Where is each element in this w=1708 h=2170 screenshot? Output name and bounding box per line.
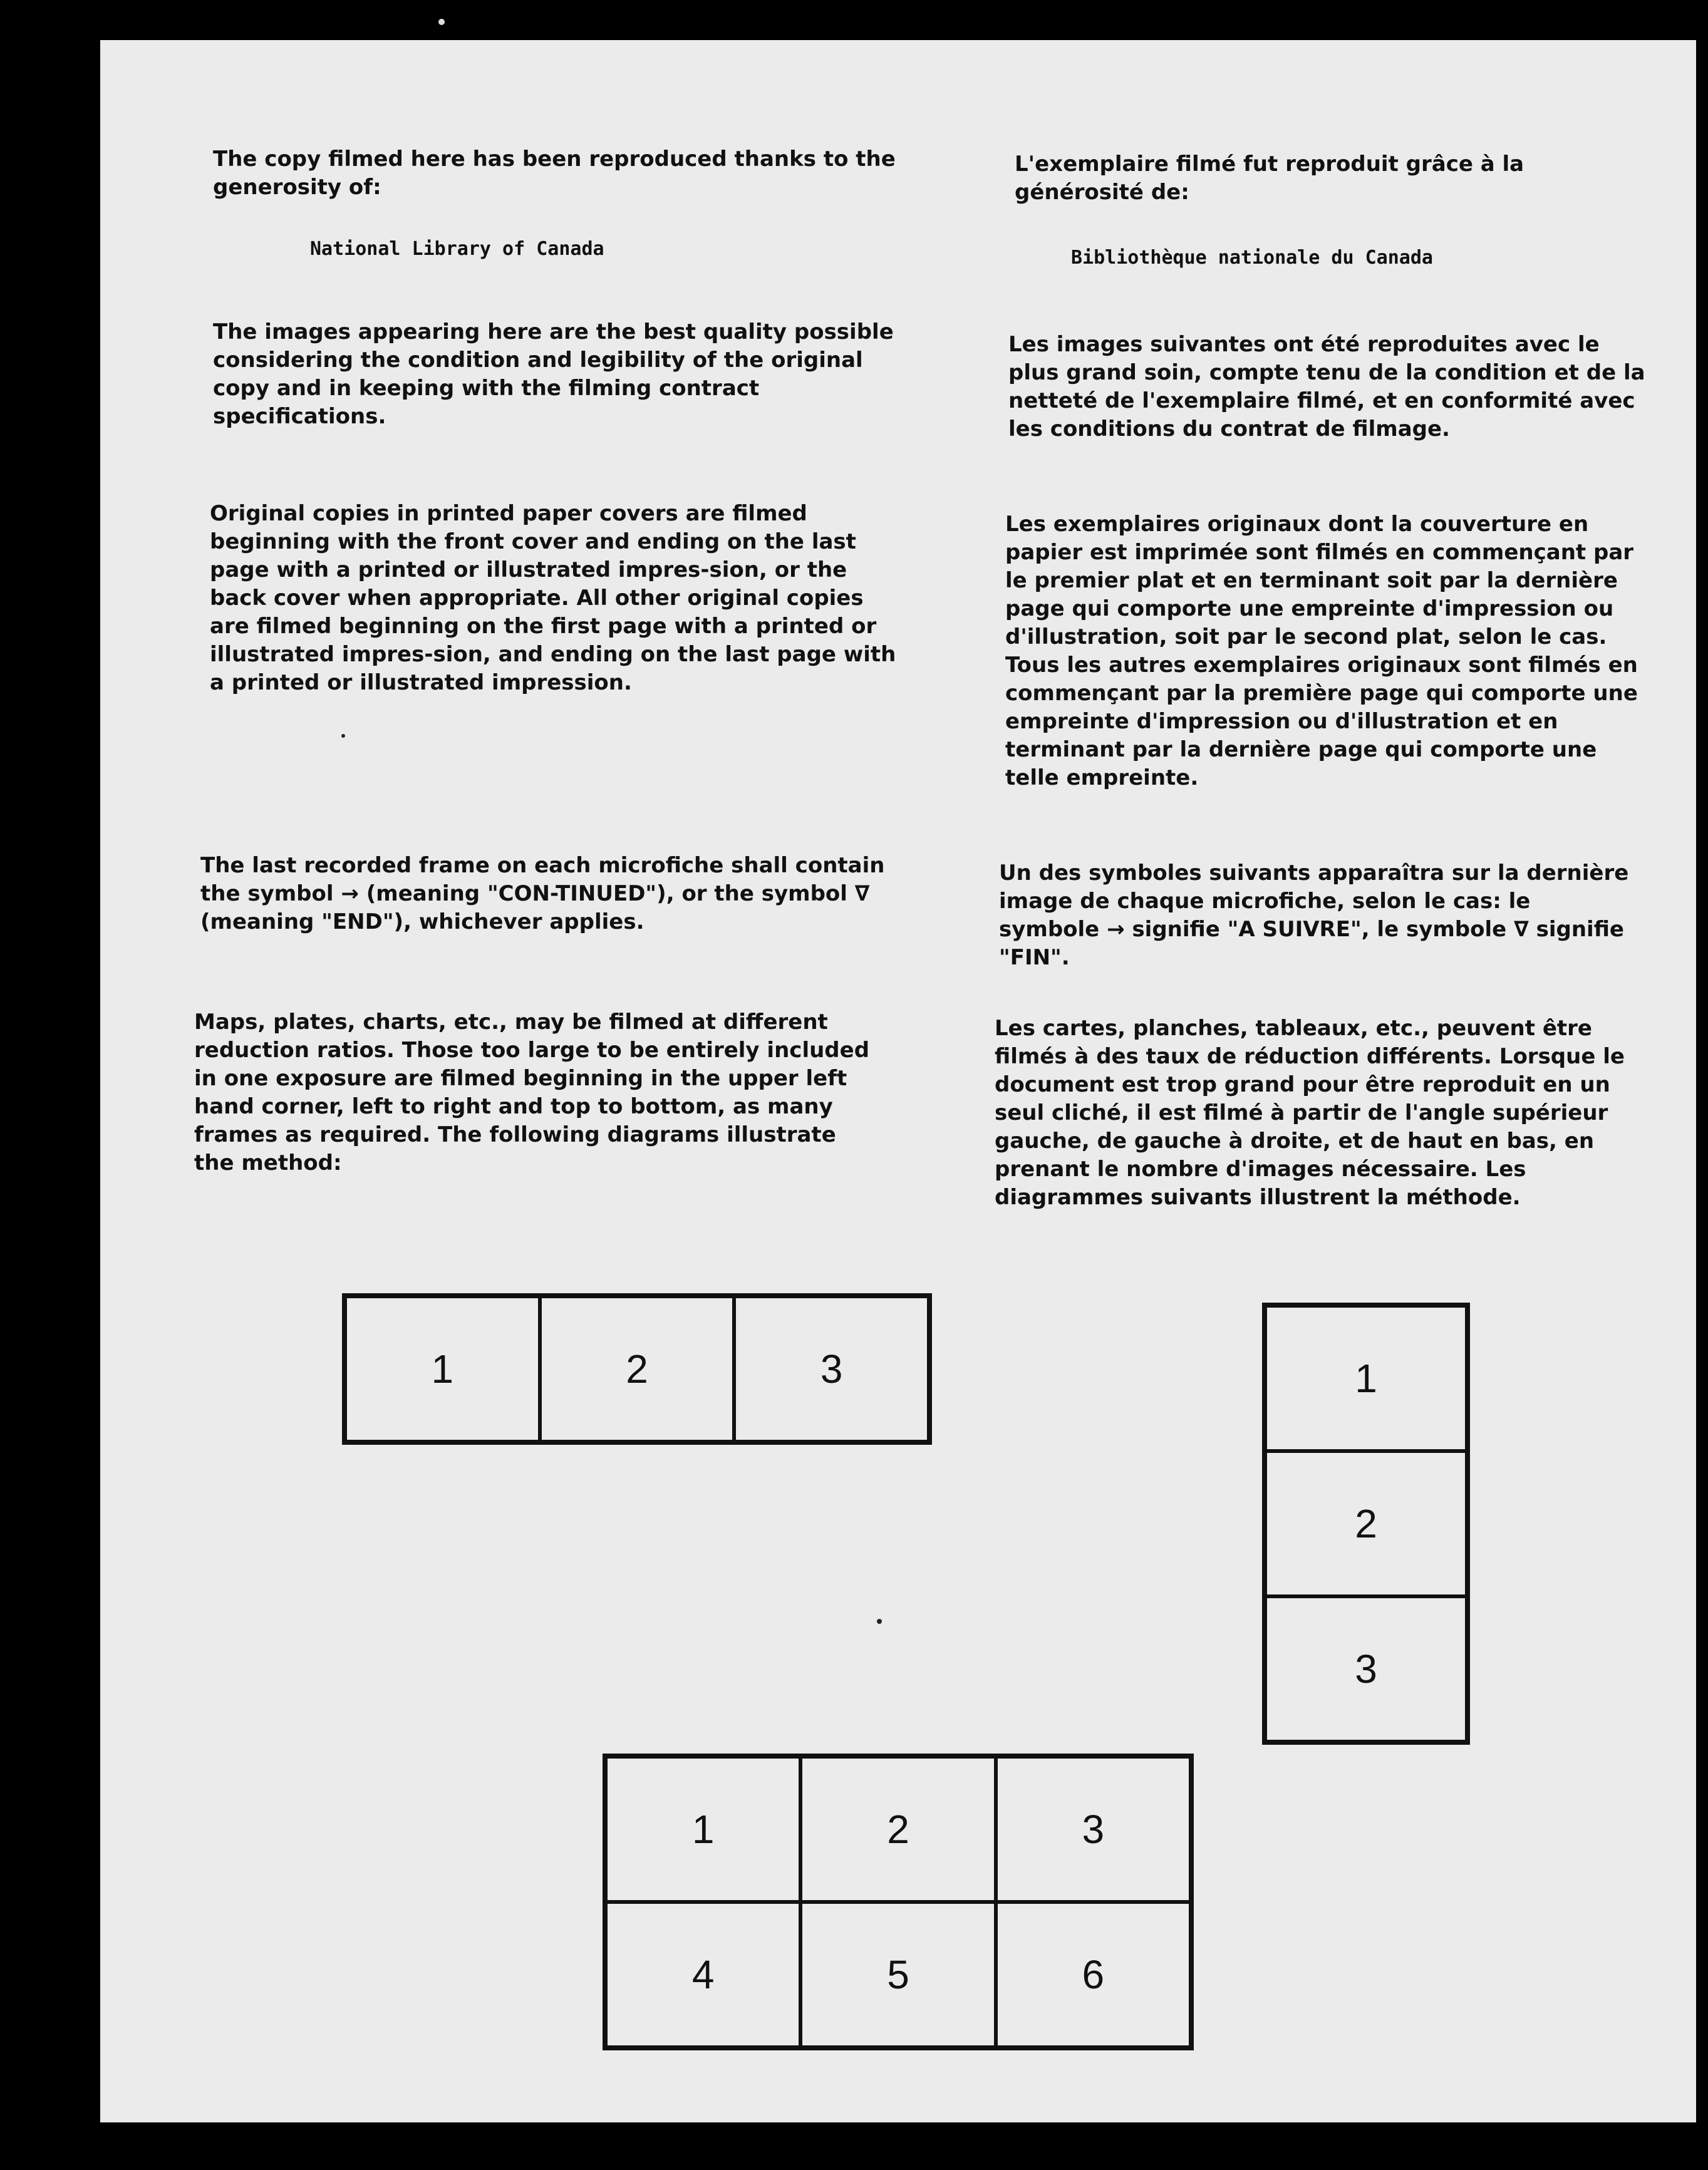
en-symbols-paragraph [200, 852, 889, 936]
en-symbols-text-a: The last recorded frame on each microfiche shall contain the symbol [200, 853, 885, 906]
frame-cell: 2 [1265, 1451, 1467, 1596]
fr-covers-paragraph: Les exemplaires originaux dont la couverture en papier est imprimée sont filmés en commençant par le premier plat et en terminant soit par la dernière page qui comporte une empreinte d'impression ou d'illustration, soit par le second plat, selon le cas. Tous les autres exemplaires originaux sont filmés en commençant par la première page qui comporte une empreinte d'impression ou d'illustration et en terminant par la dernière page qui comporte une telle empreinte. [1005, 512, 1638, 790]
triangle-down-icon: ∇ [854, 881, 870, 906]
en-symbols-text-c: (meaning "END"), whichever applies. [200, 909, 644, 934]
frame-cell: 2 [800, 1757, 995, 1902]
scan-speck [341, 734, 345, 738]
frame-cell: 3 [734, 1296, 929, 1442]
scan-speck [438, 19, 445, 25]
fr-symbols-text-c: signifie "FIN". [999, 917, 1624, 970]
frame-cell: 3 [996, 1757, 1191, 1902]
en-symbols-text-b: (meaning "CON-TINUED"), or the symbol [366, 881, 847, 906]
en-quality-paragraph: The images appearing here are the best quality possible considering the condition and legibility of the original copy and in keeping with the filming contract specifications. [213, 319, 894, 429]
fr-maps-paragraph: Les cartes, planches, tableaux, etc., peuvent être filmés à des taux de réduction différents. Lorsque le document est trop grand pour être reproduit en un seul cliché, il est filmé à partir de l'angle supérieur gauche, de gauche à droite, et de haut en bas, en prenant le nombre d'images nécessaire. Les diagrammes suivants illustrent la méthode. [995, 1016, 1625, 1210]
diagram-grid-of-six [603, 1754, 1194, 2050]
arrow-right-icon: → [341, 881, 359, 906]
fr-thanks-paragraph: L'exemplaire filmé fut reproduit grâce à la générosité de: [1015, 152, 1524, 205]
arrow-right-icon: → [1107, 917, 1125, 942]
frame-cell: 2 [540, 1296, 735, 1442]
diagram-column-of-three [1262, 1303, 1470, 1745]
en-covers-paragraph: Original copies in printed paper covers are filmed beginning with the front cover and ending on the last page with a printed or illustrated impres-sion, or the back cover when appropriate. All other original copies are filmed beginning on the first page with a printed or illustrated impres-sion, and ending on the last page with a printed or illustrated impression. [210, 501, 896, 695]
frame-cell: 1 [345, 1296, 540, 1442]
fr-symbols-paragraph [999, 859, 1638, 972]
frame-cell: 5 [800, 1902, 995, 2047]
en-maps-paragraph: Maps, plates, charts, etc., may be filmed at different reduction ratios. Those too large to be entirely included in one exposure are filmed beginning in the upper left hand corner, left to right and top to bottom, as many frames as required. The following diagrams illustrate the method: [194, 1010, 870, 1175]
en-library-name: National Library of Canada [310, 238, 604, 260]
triangle-down-icon: ∇ [1514, 917, 1529, 942]
fr-quality-paragraph: Les images suivantes ont été reproduites avec le plus grand soin, compte tenu de la condition et de la netteté de l'exemplaire filmé, et en conformité avec les conditions du contrat de filmage. [1008, 332, 1645, 442]
diagram-row-of-three [342, 1293, 932, 1445]
fr-symbols-text-a: Un des symboles suivants apparaîtra sur la dernière image de chaque microfiche, selon le cas: le symbole [999, 860, 1629, 942]
fr-library-name: Bibliothèque nationale du Canada [1071, 247, 1433, 269]
fr-symbols-text-b: signifie "A SUIVRE", le symbole [1132, 917, 1507, 942]
frame-cell: 1 [1265, 1306, 1467, 1451]
english-column [213, 145, 902, 202]
frame-cell: 1 [606, 1757, 800, 1902]
frame-cell: 4 [606, 1902, 800, 2047]
en-thanks-paragraph: The copy filmed here has been reproduced thanks to the generosity of: [213, 147, 896, 200]
scan-speck [877, 1619, 882, 1624]
frame-cell: 3 [1265, 1596, 1467, 1742]
frame-cell: 6 [996, 1902, 1191, 2047]
